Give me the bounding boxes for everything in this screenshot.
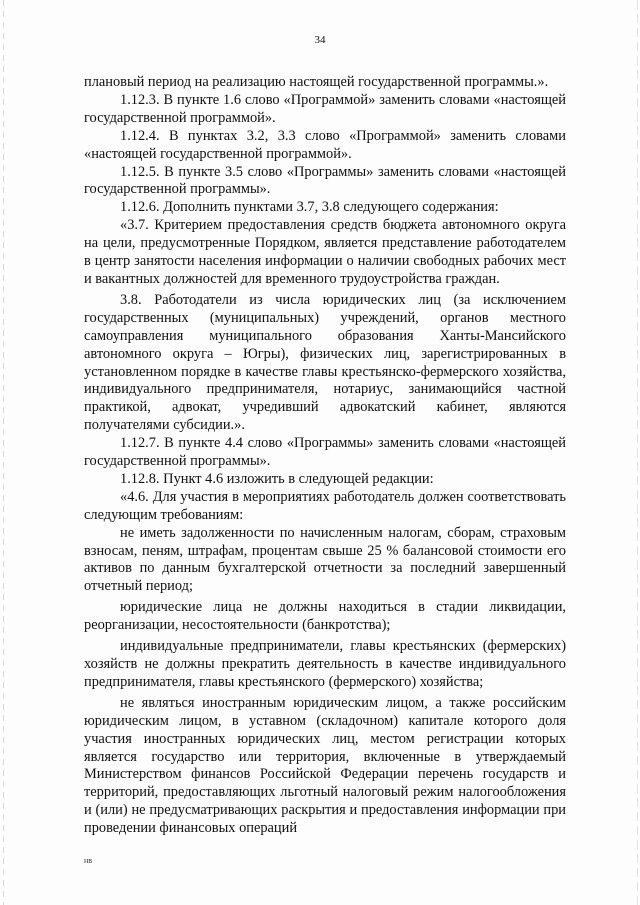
paragraph-1-12-5: 1.12.5. В пункте 3.5 слово «Программы» заменить словами «настоящей государственной программы». [84, 163, 566, 198]
document-body [84, 74, 566, 838]
page-number: 34 [314, 34, 326, 46]
paragraph-1-12-3: 1.12.3. В пункте 1.6 слово «Программой» заменить словами «настоящей государственной программой». [84, 91, 566, 126]
paragraph-1-12-6: 1.12.6. Дополнить пунктами 3.7, 3.8 следующего содержания: [120, 199, 499, 216]
paragraph-4-6: «4.6. Для участия в мероприятиях работодатель должен соответствовать следующим требованиям: [84, 488, 566, 523]
scan-edge-right [637, 0, 638, 905]
requirement-not-foreign: не являться иностранным юридическим лицом, а также российским юридическим лицом, в уставном (складочном) капитале которого доля участия иностранных юридических лиц, местом регистрации которых является государство или территория, включенные в утверждаемый Министерством финансов Российской Федерации перечень государств и территорий, предоставляющих льготный налоговый режим налогообложения и (или) не предусматривающих раскрытия и предоставления информации при проведении финансовых операций [84, 694, 566, 837]
requirement-no-liquidation: юридические лица не должны находиться в стадии ликвидации, реорганизации, несостоятельности (банкротства); [84, 599, 566, 634]
paragraph-3-7: «3.7. Критерием предоставления средств бюджета автономного округа на цели, предусмотренные Порядком, является представление работодателем в центр занятости населения информации о наличии свободных рабочих мест и вакантных должностей для временного трудоустройства граждан. [84, 217, 566, 287]
scan-edge-left [3, 0, 4, 905]
paragraph-1-12-4: 1.12.4. В пунктах 3.2, 3.3 слово «Программой» заменить словами «настоящей государственной программой». [84, 127, 566, 162]
requirement-no-debts: не иметь задолженности по начисленным налогам, сборам, страховым взносам, пеням, штрафам, процентам свыше 25 % балансовой стоимости его активов по данным бухгалтерской отчетности за последний завершенный отчетный период; [84, 524, 566, 595]
footer-code: нв [84, 856, 93, 865]
paragraph-1-12-8: 1.12.8. Пункт 4.6 изложить в следующей редакции: [120, 470, 434, 487]
paragraph-1-12-7: 1.12.7. В пункте 4.4 слово «Программы» заменить словами «настоящей государственной программы». [84, 435, 566, 470]
paragraph-3-8: 3.8. Работодатели из числа юридических лиц (за исключением государственных (муниципальных) учреждений, органов местного самоуправления муниципального образования Ханты-Мансийского автономного округа – Югры), физических лиц, зарегистрированных в установленном порядке в качестве главы крестьянско-фермерского хозяйства, индивидуального предпринимателя, нотариус, занимающийся частной практикой, адвокат, учредивший адвокатский кабинет, являются получателями субсидии.». [84, 291, 566, 434]
paragraph-continuation: плановый период на реализацию настоящей государственной программы.». [84, 74, 549, 90]
requirement-no-termination: индивидуальные предприниматели, главы крестьянских (фермерских) хозяйств не должны прекратить деятельность в качестве индивидуального предпринимателя, главы крестьянского (фермерского) хозяйства; [84, 638, 566, 690]
